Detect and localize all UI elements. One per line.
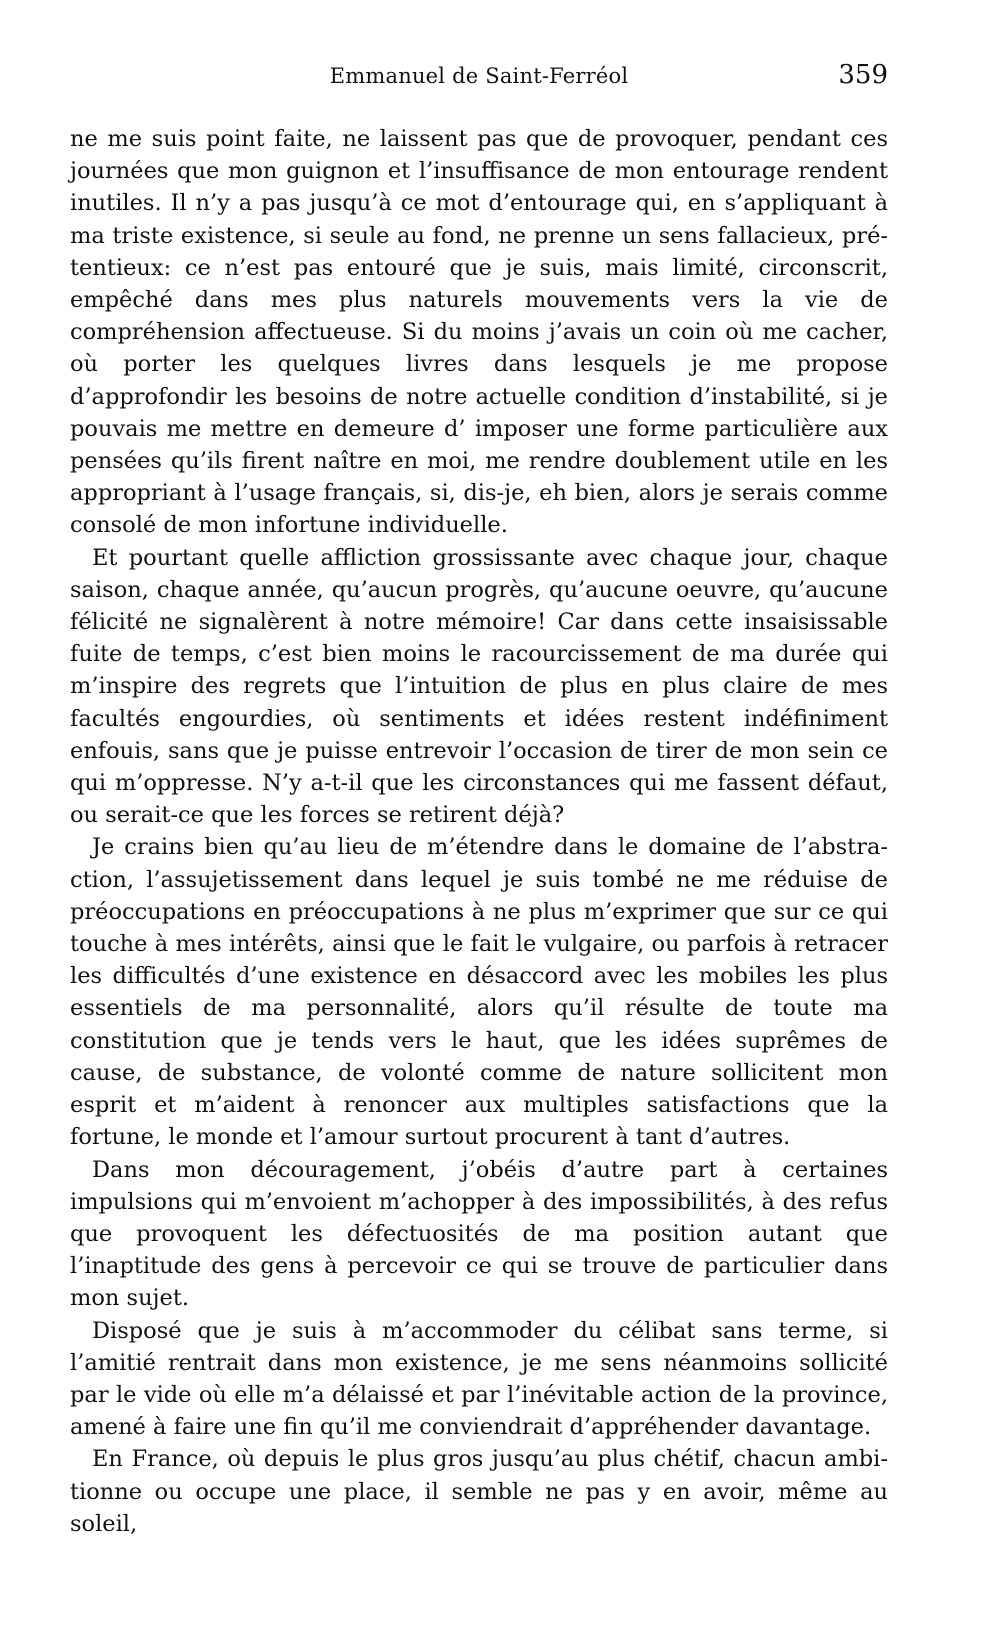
running-title: Emmanuel de Saint-Ferréol (329, 64, 629, 88)
paragraph: ne me suis point faite, ne laissent pas que de provoquer, pendant ces journées que mon guignon et l’insuffisance de mon entourage rendent inutiles. Il n’y a pas jusqu’à ce mot d’entourage qui, en s’appliquant à ma triste existence, si seule au fond, ne prenne un sens fallacieux, prétentieux: ce n’est pas entouré que je suis, mais limité, circonscrit, empêché dans mes plus naturels mouvements vers la vie de compréhension affectueuse. Si du moins j’avais un coin où me cacher, où porter les quelques livres dans lesquels je me propose d’approfondir les besoins de notre actuelle condition d’instabilité, si je pouvais me mettre en demeure d’ imposer une forme particulière aux pensées qu’ils firent naître en moi, me rendre doublement utile en les appropriant à l’usage français, si, dis-je, eh bien, alors je serais comme consolé de mon infortune individuelle. (70, 126, 888, 539)
running-head (70, 60, 888, 96)
paragraph: Je crains bien qu’au lieu de m’étendre dans le domaine de l’abstraction, l’assujetissement dans lequel je suis tombé ne me réduise de préoccupations en préoccupations à ne plus m’exprimer que sur ce qui touche à mes intérêts, ainsi que le fait le vulgaire, ou parfois à retracer les difficultés d’une existence en désaccord avec les mobiles les plus essentiels de ma personnalité, alors qu’il résulte de toute ma constitution que je tends vers le haut, que les idées suprêmes de cause, de substance, de volonté comme de nature sollicitent mon esprit et m’aident à renoncer aux multiples satisfactions que la fortune, le monde et l’amour surtout procurent à tant d’autres. (70, 834, 888, 1151)
paragraph: Et pourtant quelle affliction grossissante avec chaque jour, chaque saison, chaque année, qu’aucun progrès, qu’aucune oeuvre, qu’aucune félicité ne signalèrent à notre mémoire! Car dans cette insaisissable fuite de temps, c’est bien moins le racourcissement de ma durée qui m’inspire des regrets que l’intuition de plus en plus claire de mes facultés engourdies, où sentiments et idées restent indéfiniment enfouis, sans que je puisse entrevoir l’occasion de tirer de mon sein ce qui m’oppresse. N’y a-t-il que les circonstances qui me fassent défaut, ou serait-ce que les forces se retirent déjà? (70, 544, 888, 829)
paragraph: En France, où depuis le plus gros jusqu’au plus chétif, chacun ambitionne ou occupe une place, il semble ne pas y en avoir, même au soleil, (70, 1446, 888, 1537)
paragraph: Disposé que je suis à m’accommoder du célibat sans terme, si l’amitié rentrait dans mon existence, je me sens néanmoins sollicité par le vide où elle m’a délaissé et par l’inévitable action de la province, amené à faire une fin qu’il me conviendrait d’appréhender davantage. (70, 1317, 888, 1441)
body-text (70, 123, 888, 1540)
paragraph: Dans mon découragement, j’obéis d’autre part à certaines impulsions qui m’envoient m’achopper à des impossibilités, à des refus que provoquent les défectuosités de ma position autant que l’inaptitude des gens à percevoir ce qui se trouve de particulier dans mon sujet. (70, 1156, 888, 1312)
page-number: 359 (838, 60, 888, 90)
